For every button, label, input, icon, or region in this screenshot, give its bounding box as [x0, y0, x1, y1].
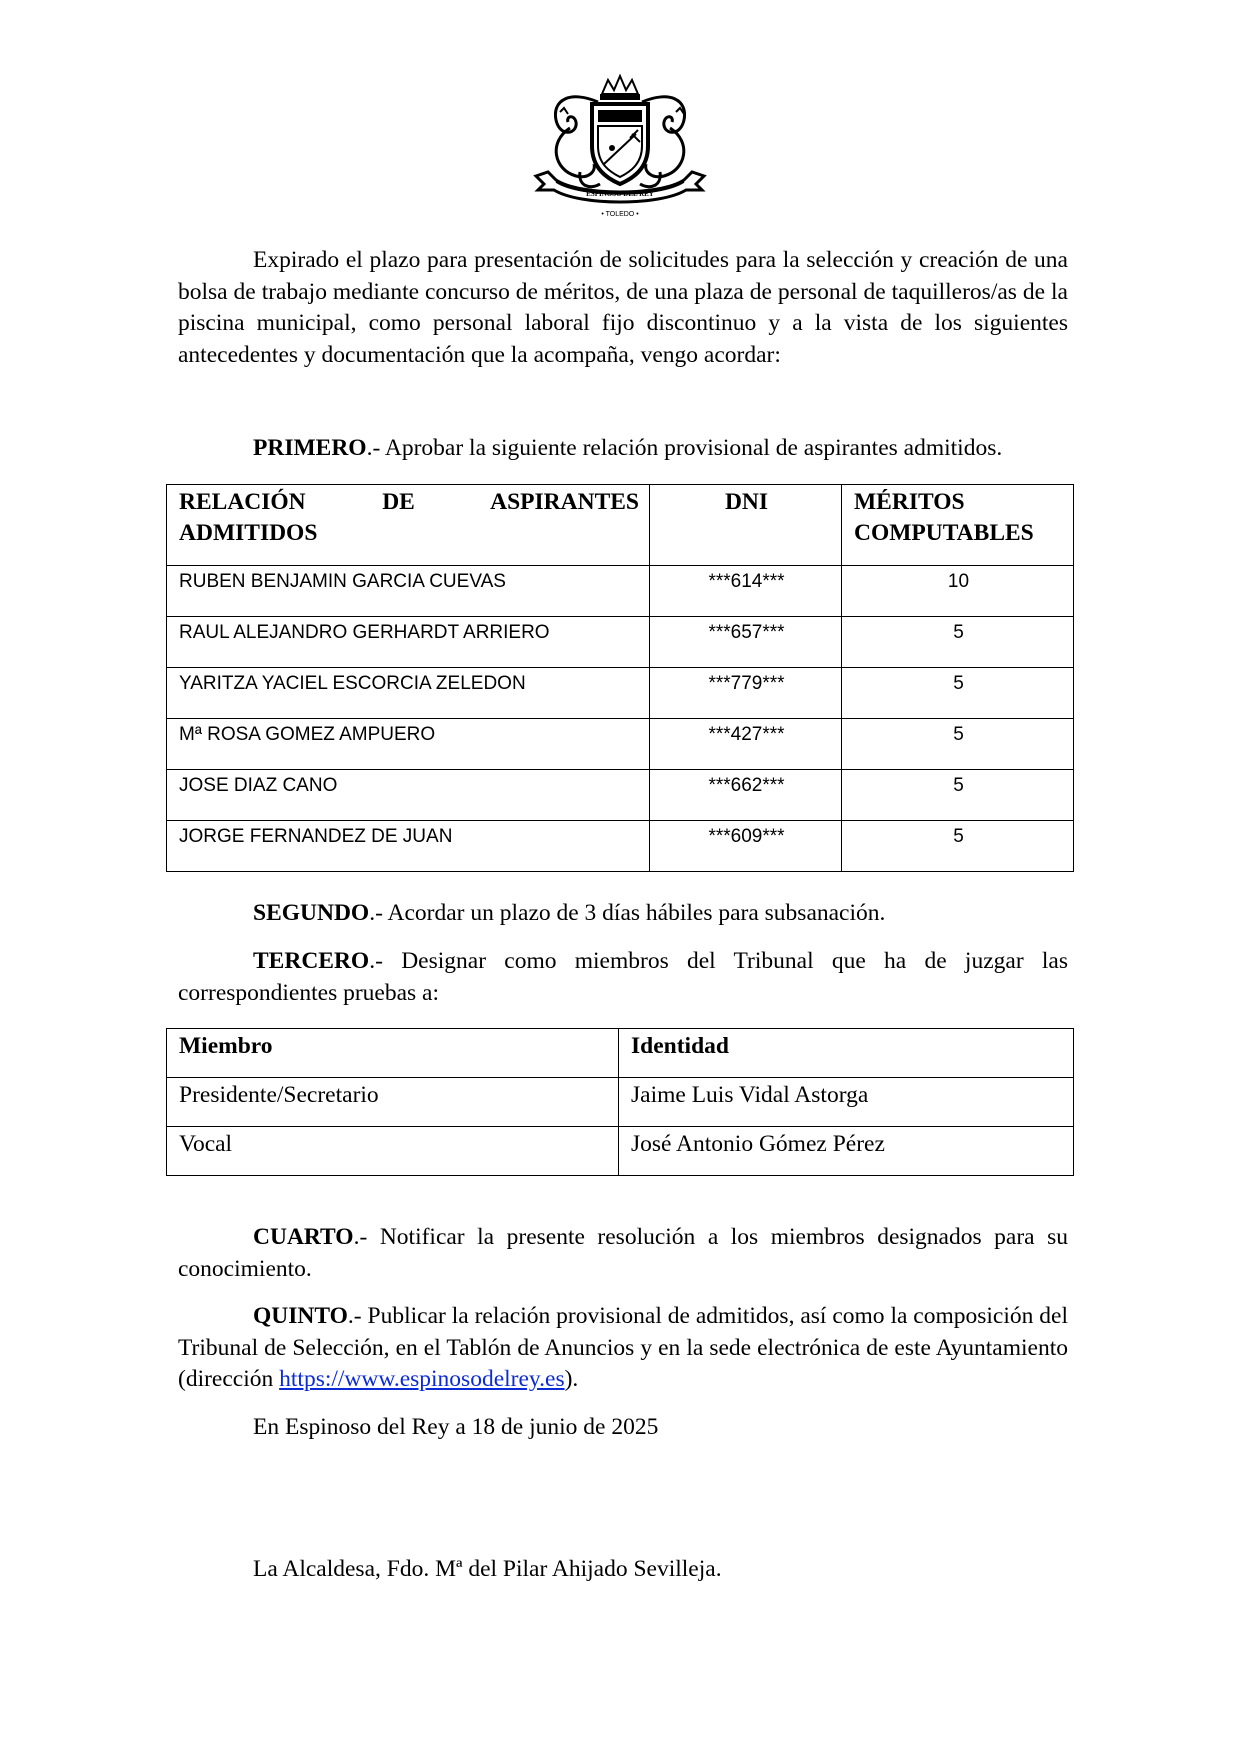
quinto-label: QUINTO [253, 1303, 348, 1329]
crest-emblem-icon [530, 72, 710, 220]
candidate-dni: ***657*** [650, 617, 842, 668]
candidate-dni: ***609*** [650, 821, 842, 872]
table-row [167, 668, 1074, 719]
candidate-name: JOSE DIAZ CANO [167, 770, 650, 821]
candidate-dni: ***662*** [650, 770, 842, 821]
cuarto-separator: .- [353, 1224, 380, 1250]
candidate-dni: ***614*** [650, 566, 842, 617]
tercero-separator: .- [369, 948, 402, 974]
candidate-merits: 5 [842, 617, 1074, 668]
candidate-merits: 10 [842, 566, 1074, 617]
candidate-name: JORGE FERNANDEZ DE JUAN [167, 821, 650, 872]
table-row [167, 821, 1074, 872]
segundo-paragraph [178, 898, 1068, 930]
table-row [167, 719, 1074, 770]
table-row [167, 566, 1074, 617]
tercero-paragraph [178, 946, 1068, 1009]
intro-paragraph: Expirado el plazo para presentación de solicitudes para la selección y creación de una bolsa de trabajo mediante concurso de méritos, de una plaza de personal de taquilleros/as de la piscina municipal, como personal laboral fijo discontinuo y a la vista de los siguientes antecedentes y documentación que la acompaña, vengo acordar: [178, 247, 1068, 368]
member-role: Vocal [167, 1127, 619, 1176]
table-row [167, 617, 1074, 668]
table-row [167, 1127, 1074, 1176]
table-row [167, 1078, 1074, 1127]
crest-ribbon-text: ESPINOSO DEL REY [586, 190, 654, 198]
tercero-label: TERCERO [253, 948, 370, 974]
candidate-dni: ***779*** [650, 668, 842, 719]
tribunal-members-table [166, 1028, 1074, 1176]
table-header-row [167, 485, 1074, 566]
table-row [167, 770, 1074, 821]
header-member: Miembro [167, 1029, 619, 1078]
segundo-text: Acordar un plazo de 3 días hábiles para subsanación. [387, 900, 886, 926]
member-role: Presidente/Secretario [167, 1078, 619, 1127]
header-dni: DNI [650, 485, 842, 566]
municipal-crest-logo [530, 72, 710, 220]
primero-separator: .- [366, 435, 385, 461]
candidate-merits: 5 [842, 719, 1074, 770]
primero-text: Aprobar la siguiente relación provisional de aspirantes admitidos. [384, 435, 1003, 461]
candidate-name: RAUL ALEJANDRO GERHARDT ARRIERO [167, 617, 650, 668]
candidate-name: Mª ROSA GOMEZ AMPUERO [167, 719, 650, 770]
segundo-separator: .- [369, 900, 388, 926]
website-link[interactable]: https://www.espinosodelrey.es [279, 1366, 565, 1392]
cuarto-label: CUARTO [253, 1224, 354, 1250]
candidate-merits: 5 [842, 821, 1074, 872]
primero-label: PRIMERO [253, 435, 367, 461]
candidate-merits: 5 [842, 668, 1074, 719]
cuarto-text: Notificar la presente resolución a los miembros designados para su conocimiento. [178, 1224, 1068, 1282]
place-date: En Espinoso del Rey a 18 de junio de 2025 [253, 1414, 659, 1440]
admitted-candidates-table [166, 484, 1074, 872]
quinto-paragraph [178, 1301, 1068, 1396]
member-identity: Jaime Luis Vidal Astorga [619, 1078, 1074, 1127]
quinto-text-end: ). [564, 1366, 579, 1392]
quinto-text: Publicar la relación provisional de admitidos, así como la composición del Tribunal de Selección, en el Tablón de Anuncios y en la sede electrónica de este Ayuntamiento (dirección [178, 1303, 1069, 1392]
primero-paragraph [178, 433, 1068, 465]
candidate-dni: ***427*** [650, 719, 842, 770]
segundo-label: SEGUNDO [253, 900, 370, 926]
quinto-separator: .- [347, 1303, 368, 1329]
tercero-text: Designar como miembros del Tribunal que ha de juzgar las correspondientes pruebas a: [178, 948, 1068, 1006]
table-header-row [167, 1029, 1074, 1078]
signature-line: La Alcaldesa, Fdo. Mª del Pilar Ahijado Sevilleja. [253, 1556, 722, 1582]
header-merits: MÉRITOS COMPUTABLES [842, 485, 1074, 566]
member-identity: José Antonio Gómez Pérez [619, 1127, 1074, 1176]
crest-province-text: • TOLEDO • [601, 211, 639, 218]
header-identity: Identidad [619, 1029, 1074, 1078]
candidate-name: RUBEN BENJAMIN GARCIA CUEVAS [167, 566, 650, 617]
cuarto-paragraph [178, 1222, 1068, 1285]
candidate-name: YARITZA YACIEL ESCORCIA ZELEDON [167, 668, 650, 719]
candidate-merits: 5 [842, 770, 1074, 821]
header-admitted: RELACIÓN DE ASPIRANTES ADMITIDOS [167, 485, 650, 566]
